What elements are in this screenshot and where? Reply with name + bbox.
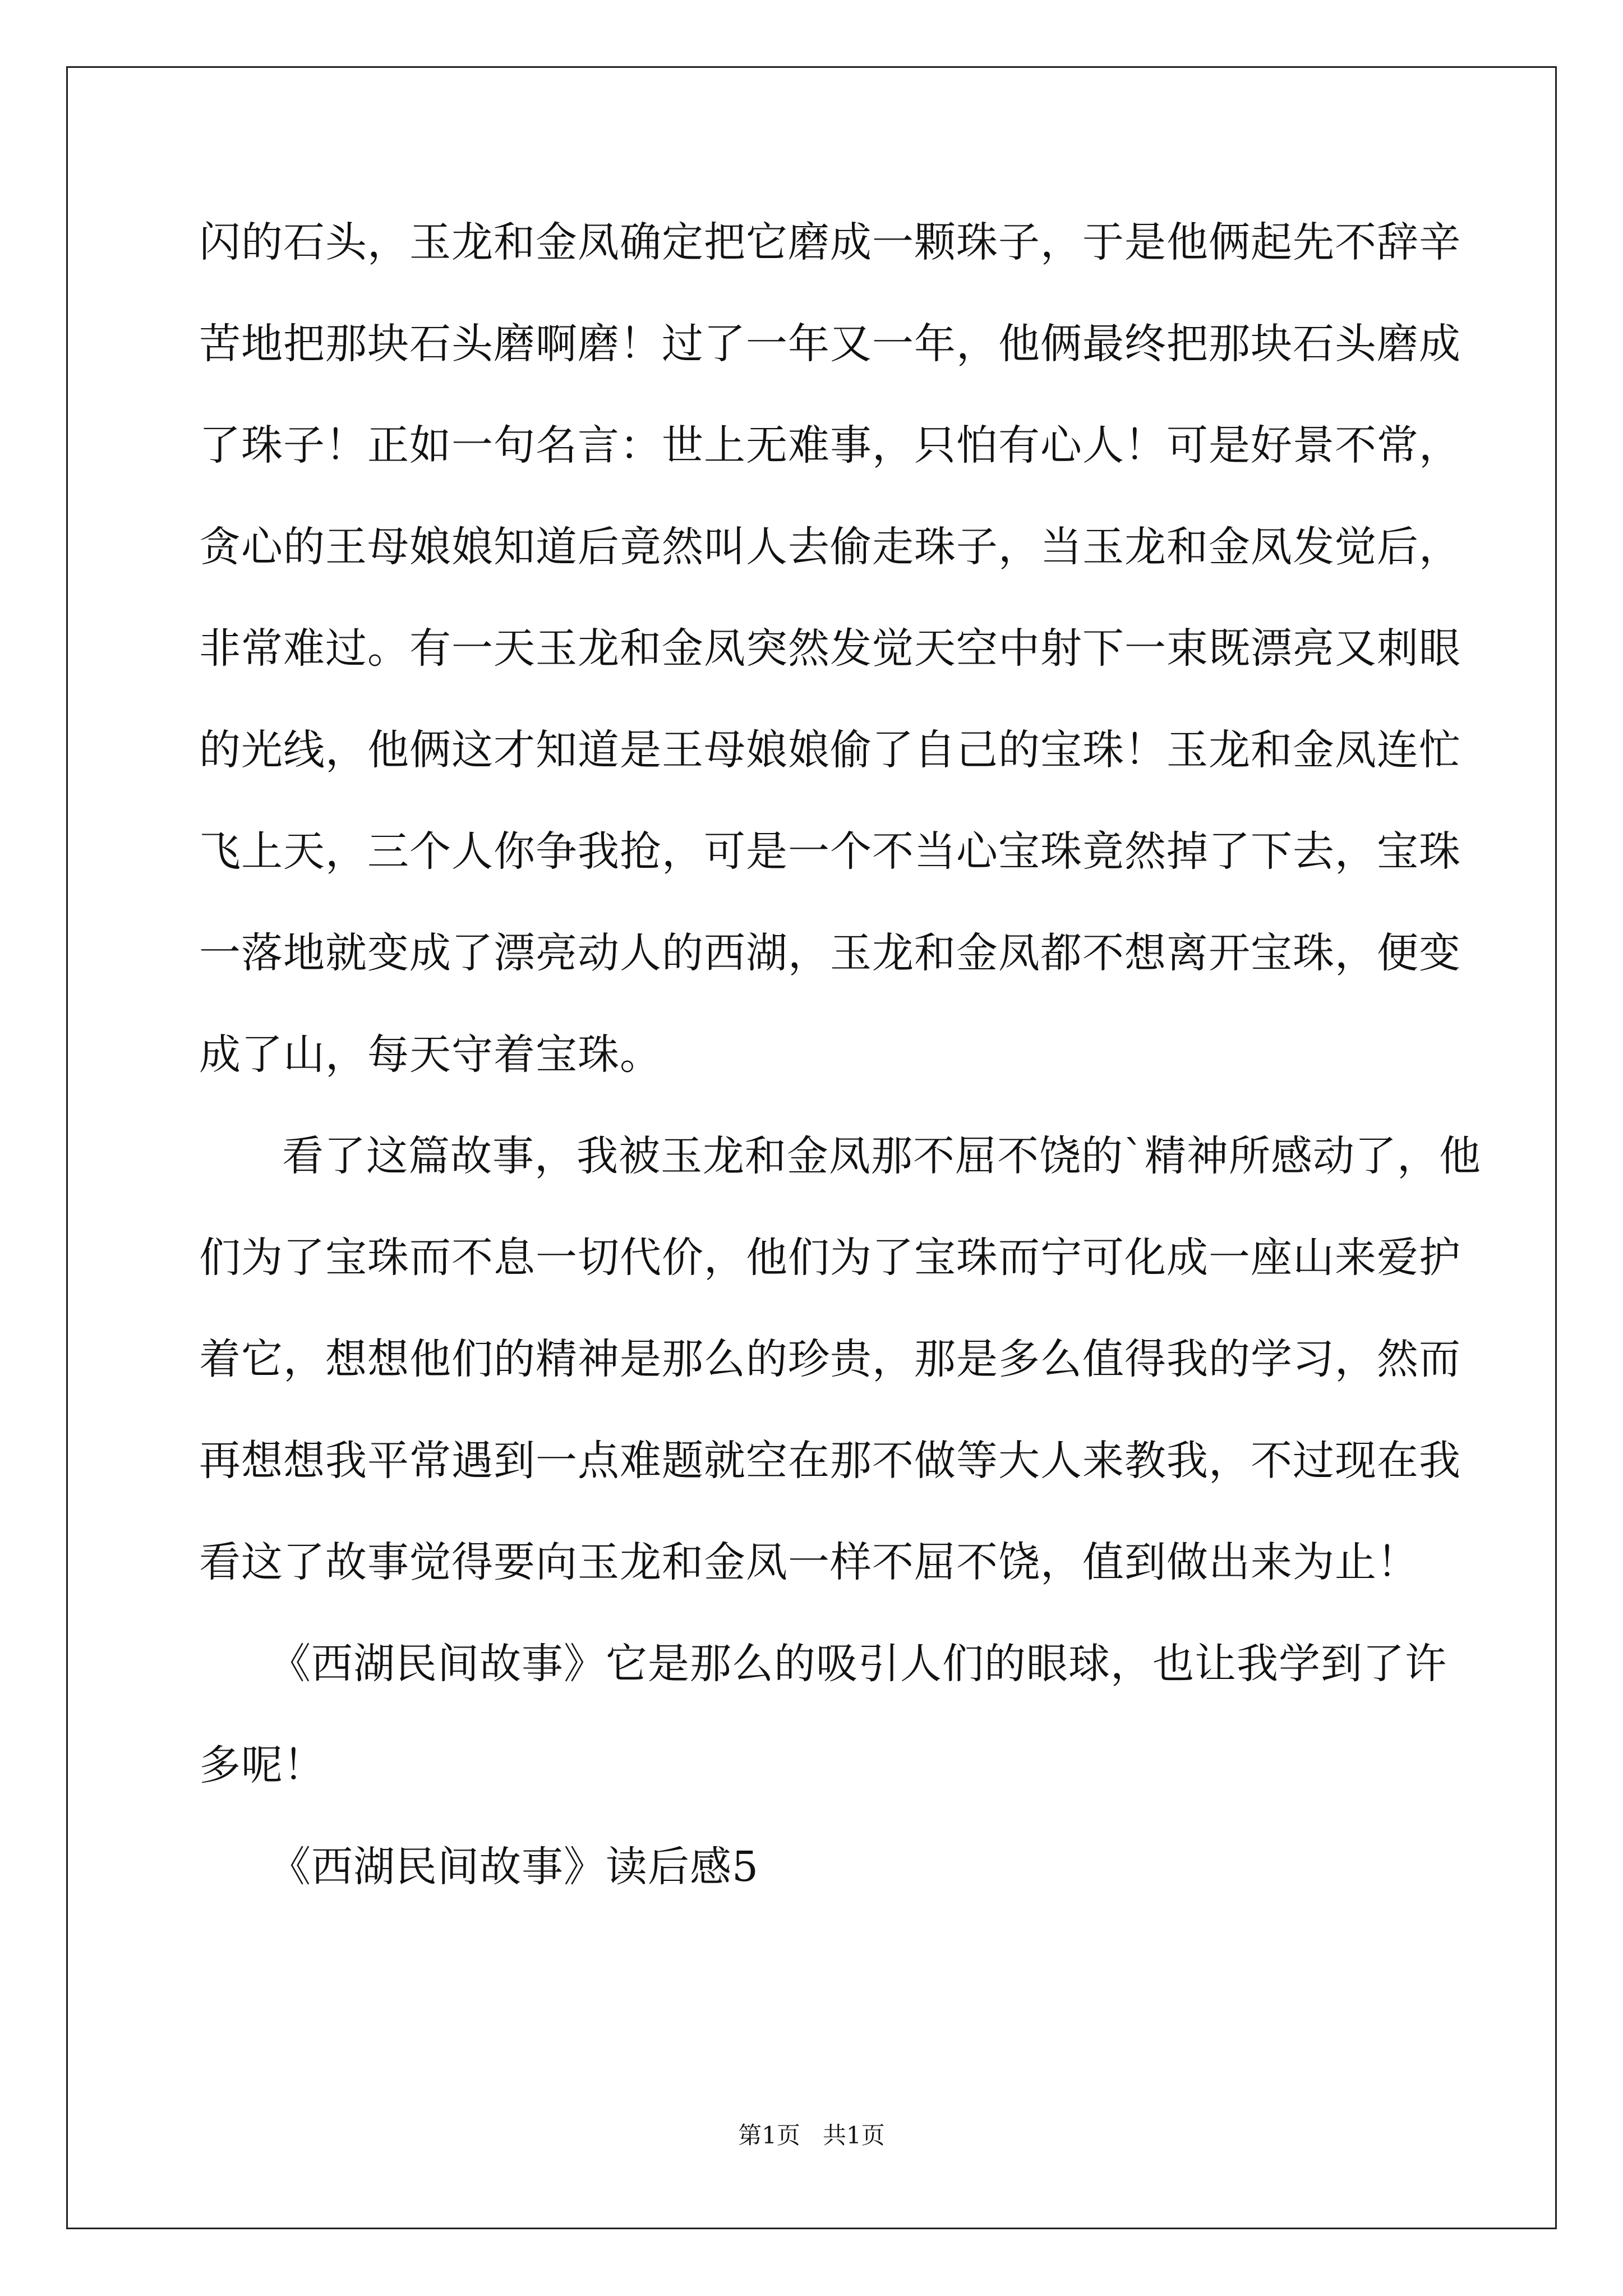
body-line: 看这了故事觉得要向玉龙和金凤一样不屈不饶，值到做出来为止！ (199, 1538, 1419, 1586)
body-line: 的光线，他俩这才知道是王母娘娘偷了自己的宝珠！玉龙和金凤连忙 (199, 726, 1461, 774)
section-heading: 《西湖民间故事》读后感5 (269, 1843, 759, 1891)
body-line: 非常难过。有一天玉龙和金凤突然发觉天空中射下一束既漂亮又刺眼 (199, 624, 1461, 673)
body-line: 贪心的王母娘娘知道后竟然叫人去偷走珠子，当玉龙和金凤发觉后， (199, 523, 1461, 571)
page-footer: 第1页 共1页 (738, 2122, 885, 2149)
body-line: 飞上天，三个人你争我抢，可是一个不当心宝珠竟然掉了下去，宝珠 (199, 827, 1461, 876)
body-line: 多呢！ (199, 1741, 325, 1789)
body-line: 了珠子！正如一句名言：世上无难事，只怕有心人！可是好景不常， (199, 421, 1461, 470)
body-line: 着它，想想他们的精神是那么的珍贵，那是多么值得我的学习，然而 (199, 1335, 1461, 1383)
body-line: 们为了宝珠而不息一切代价，他们为了宝珠而宁可化成一座山来爱护 (199, 1234, 1461, 1282)
body-line: 一落地就变成了漂亮动人的西湖，玉龙和金凤都不想离开宝珠，便变 (199, 929, 1461, 977)
paragraph-first-line: 《西湖民间故事》它是那么的吸引人们的眼球，也让我学到了许 (269, 1640, 1447, 1688)
body-line: 闪的石头，玉龙和金凤确定把它磨成一颗珠子，于是他俩起先不辞辛 (199, 218, 1461, 266)
paragraph-first-line: 看了这篇故事，我被玉龙和金凤那不屈不饶的`精神所感动了，他 (282, 1132, 1481, 1180)
body-line: 苦地把那块石头磨啊磨！过了一年又一年，他俩最终把那块石头磨成 (199, 320, 1461, 368)
body-line: 再想想我平常遇到一点难题就空在那不做等大人来教我，不过现在我 (199, 1437, 1461, 1485)
body-line: 成了山，每天守着宝珠。 (199, 1030, 662, 1079)
